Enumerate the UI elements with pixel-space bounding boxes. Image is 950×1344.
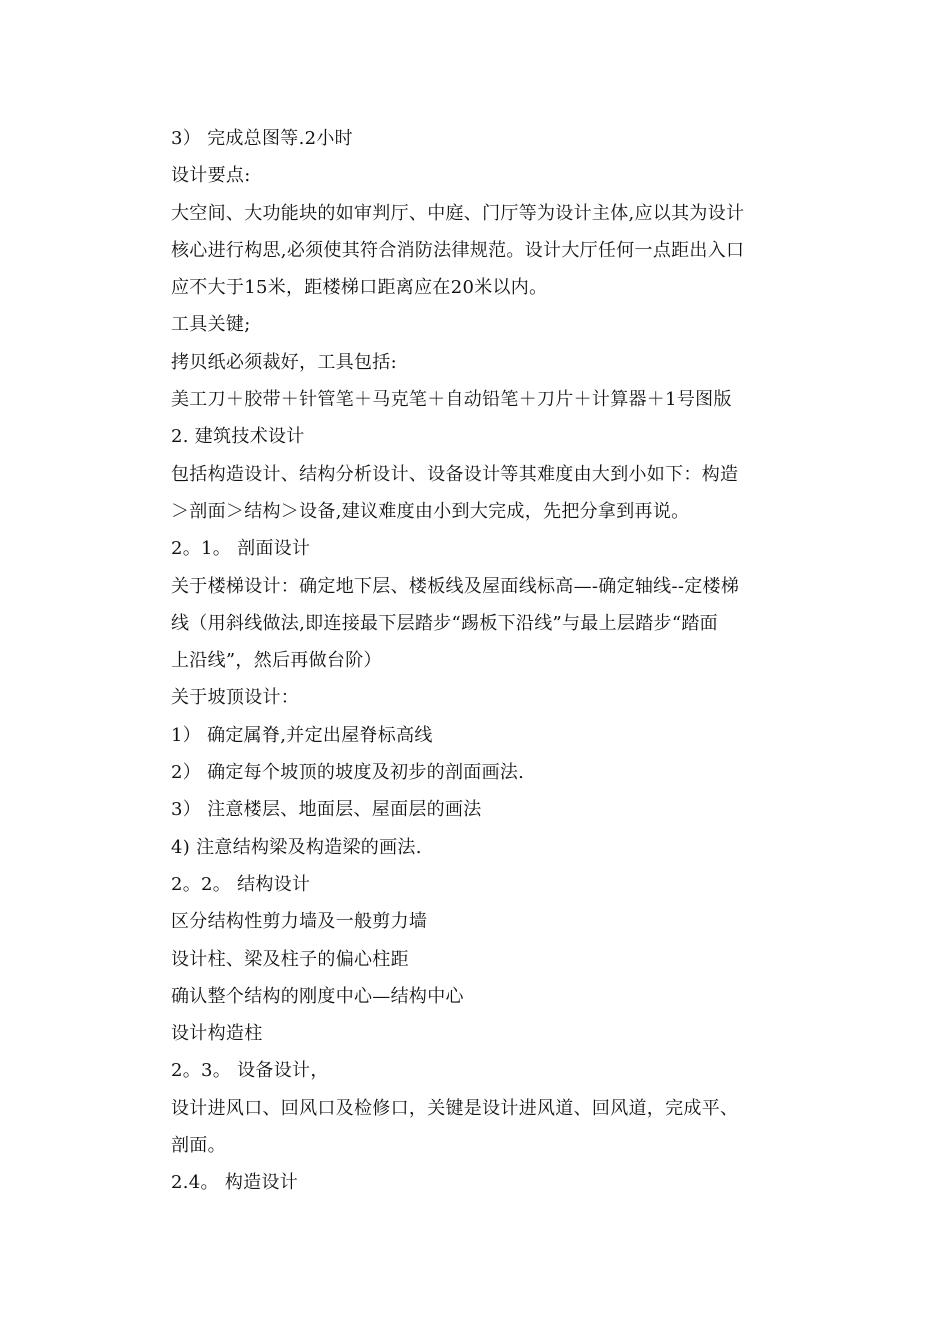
section-heading: 2.4。 构造设计	[171, 1172, 299, 1194]
text-line: 区分结构性剪力墙及一般剪力墙	[171, 911, 428, 933]
text-line: 线（用斜线做法,即连接最下层踏步“踢板下沿线”与最上层踏步“踏面	[171, 612, 718, 634]
text-line: 应不大于15米，距楼梯口距离应在20米以内。	[171, 277, 548, 299]
section-heading: 2。1。 剖面设计	[171, 538, 311, 560]
text-line: ＞剖面＞结构＞设备,建议难度由小到大完成，先把分拿到再说。	[171, 500, 690, 522]
text-line: 关于楼梯设计：确定地下层、楼板线及屋面线标高—-确定轴线--定楼梯	[171, 575, 740, 597]
section-heading: 2. 建筑技术设计	[171, 426, 305, 448]
section-heading: 2。2。 结构设计	[171, 873, 311, 895]
text-line: 上沿线”，然后再做台阶）	[171, 650, 382, 672]
text-line: 设计构造柱	[171, 1023, 263, 1045]
text-line: 确认整个结构的刚度中心—结构中心	[171, 985, 464, 1007]
text-line: 拷贝纸必须裁好，工具包括:	[171, 351, 397, 373]
text-line: 设计进风口、回风口及检修口，关键是设计进风道、回风道，完成平、	[171, 1097, 739, 1119]
text-line: 剖面。	[171, 1135, 226, 1157]
text-line: 大空间、大功能块的如审判厅、中庭、门厅等为设计主体,应以其为设计	[171, 202, 745, 224]
text-line: 设计柱、梁及柱子的偏心柱距	[171, 948, 409, 970]
text-line: 包括构造设计、结构分析设计、设备设计等其难度由大到小如下：构造	[171, 463, 739, 485]
list-item: 3） 注意楼层、地面层、屋面层的画法	[171, 799, 482, 821]
section-heading: 2。3。 设备设计，	[171, 1060, 329, 1082]
document-body	[171, 120, 781, 1202]
list-item: 1） 确定属脊,并定出屋脊标高线	[171, 724, 433, 746]
text-line: 3） 完成总图等.2小时	[171, 128, 353, 149]
text-line: 工具关键;	[171, 314, 251, 336]
text-line: 美工刀＋胶带＋针管笔＋马克笔＋自动铅笔＋刀片＋计算器＋1号图版	[171, 389, 732, 411]
text-line: 关于坡顶设计：	[171, 687, 300, 709]
text-line: 设计要点:	[171, 165, 251, 187]
list-item: 2） 确定每个坡顶的坡度及初步的剖面画法.	[171, 762, 525, 784]
text-line: 核心进行构思,必须使其符合消防法律规范。设计大厅任何一点距出入口	[171, 239, 745, 261]
list-item: 4) 注意结构梁及构造梁的画法.	[171, 836, 422, 858]
